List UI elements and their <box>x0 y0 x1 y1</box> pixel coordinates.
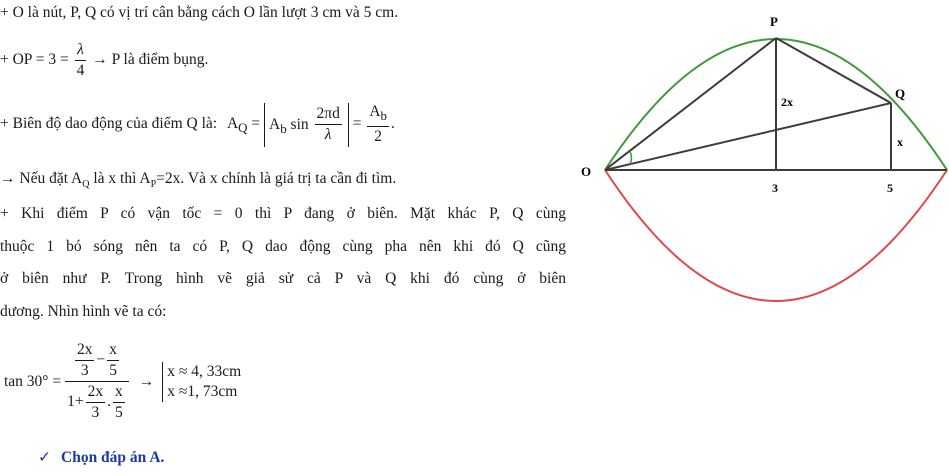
main-denominator <box>65 382 129 423</box>
solution-2: x ≈1, 73cm <box>167 382 238 400</box>
paragraph-line-2: thuộc 1 bó sóng nên ta có P, Q dao động cùng pha nên khi đó Q cũng <box>0 238 566 255</box>
label-2x: 2x <box>781 95 793 109</box>
subscript-p: P <box>150 179 157 191</box>
line-p-q <box>776 38 891 103</box>
period: . <box>390 115 395 133</box>
amplitude-aq <box>226 115 248 136</box>
fraction-numerator: 2x <box>75 340 95 361</box>
subscript-b: b <box>380 108 387 124</box>
fraction-numerator: 2x <box>86 382 106 403</box>
one-plus: 1+ <box>67 393 84 411</box>
main-fraction <box>65 340 129 423</box>
fraction-denominator: λ <box>324 126 332 144</box>
multiply-dot: . <box>107 393 112 411</box>
tan-30-label: tan 30° = <box>4 372 62 390</box>
answer-line <box>38 448 164 467</box>
label-x: x <box>897 135 903 149</box>
fraction-numerator <box>367 102 389 127</box>
fraction-2x-over-3 <box>86 382 106 423</box>
answer-text: Chọn đáp án A. <box>61 449 165 466</box>
text-segment: =2x. Và x chính là giá trị ta cần đi tìm. <box>156 170 397 187</box>
fraction-denominator: 4 <box>76 62 85 79</box>
text-line-1: + O là nút, P, Q có vị trí cân bằng cách O lần lượt 3 cm và 5 cm. <box>0 4 399 21</box>
fraction-numerator: x <box>107 340 119 361</box>
sin-function: sin <box>290 115 309 133</box>
text-segment: → Nếu đặt A <box>0 170 83 187</box>
tan-equation <box>4 340 241 423</box>
fraction-2x-over-3 <box>75 340 95 381</box>
checkmark-icon: ✓ <box>38 449 51 466</box>
symbol-a: A <box>226 115 239 133</box>
angle-arc <box>630 151 632 164</box>
label-p: P <box>770 14 778 29</box>
amplitude-prefix: + Biên độ dao động của điểm Q là: <box>0 115 218 133</box>
label-q: Q <box>895 86 906 101</box>
text-line-2 <box>0 40 208 81</box>
fraction-x-over-5 <box>113 382 125 423</box>
fraction-denominator: 3 <box>80 362 89 379</box>
text-segment: là x thì A <box>89 170 151 187</box>
op-equation-prefix: + OP = 3 = <box>0 51 69 69</box>
solution-1: x ≈ 4, 33cm <box>167 362 242 380</box>
label-o: O <box>581 164 592 179</box>
symbol-ab: A <box>369 103 381 120</box>
minus-sign: − <box>96 351 106 369</box>
fraction-denominator: 2 <box>374 128 383 146</box>
paragraph-line-1: + Khi điểm P có vận tốc = 0 thì P đang ở biên. Mặt khác P, Q cùng <box>0 205 566 222</box>
subscript-q: Q <box>82 179 90 191</box>
subscript-b: b <box>280 120 287 136</box>
fraction-numerator: x <box>113 382 125 403</box>
fraction-x-over-5 <box>107 340 119 381</box>
text-line-3 <box>0 102 395 147</box>
subscript-q: Q <box>238 120 248 136</box>
equals-sign: = <box>251 115 264 133</box>
main-numerator <box>65 340 129 382</box>
two-pi-d-over-lambda-fraction <box>315 104 342 145</box>
lambda-over-4-fraction <box>75 40 87 81</box>
op-equation-suffix: → P là điểm bụng. <box>92 51 209 69</box>
fraction-numerator: 2πd <box>315 104 342 125</box>
paragraph-line-4: dương. Nhìn hình vẽ ta có: <box>0 303 167 320</box>
symbol-ab: A <box>269 115 281 133</box>
standing-wave-figure <box>569 0 949 320</box>
label-5: 5 <box>887 181 893 195</box>
label-3: 3 <box>772 181 778 195</box>
fraction-denominator: 5 <box>115 404 123 421</box>
implies-arrow: → <box>138 372 155 390</box>
fraction-denominator: 5 <box>109 362 117 379</box>
absolute-value-expression <box>264 103 349 147</box>
fraction-denominator: 3 <box>91 404 100 421</box>
ab-over-2-fraction <box>367 102 389 147</box>
fraction-numerator: λ <box>75 40 87 61</box>
paragraph-line-3: ở biên như P. Trong hình vẽ giả sử cả P và Q khi đó cùng ở biên <box>0 270 566 287</box>
solution-system <box>162 362 241 402</box>
equals-sign: = <box>352 115 366 133</box>
text-line-4 <box>0 170 396 190</box>
